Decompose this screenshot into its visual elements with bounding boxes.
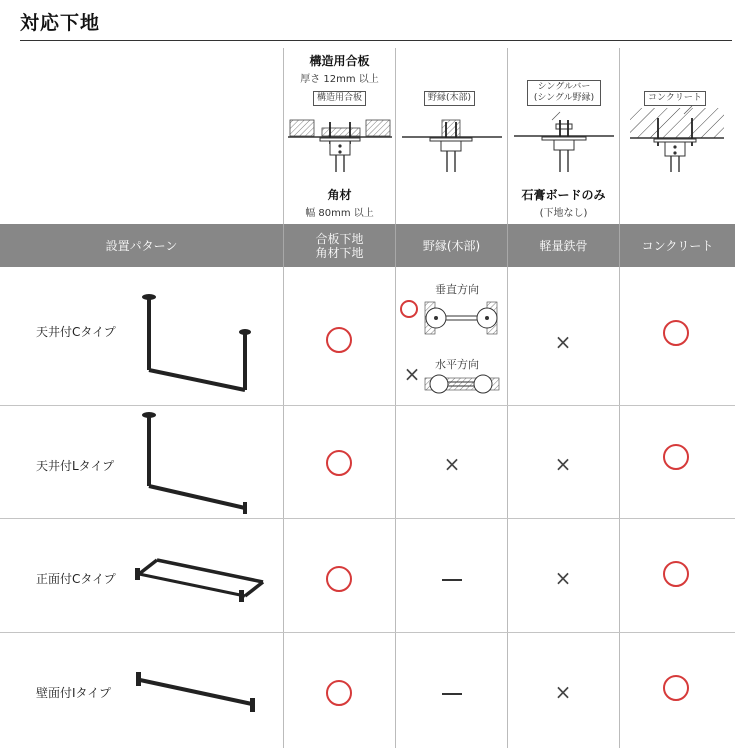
not-applicable-dash-icon — [442, 693, 462, 695]
incompatible-cross-icon: × — [443, 452, 461, 476]
header-concrete: コンクリート — [641, 238, 714, 253]
concrete-mount-illustration — [620, 104, 732, 174]
plywood-callout: 構造用合板 — [313, 91, 366, 106]
row-divider — [0, 632, 735, 633]
compat-circle-icon — [663, 444, 689, 470]
compat-circle-icon — [663, 675, 689, 701]
row-divider — [0, 405, 735, 406]
compat-circle-icon — [326, 680, 352, 706]
header-plywood: 合板下地 角材下地 — [315, 231, 364, 260]
plywood-title: 構造用合板 — [309, 54, 370, 68]
single-bar-callout-line2: (シングル野縁) — [533, 93, 595, 103]
vertical-direction-diagram — [421, 298, 503, 338]
incompatible-cross-icon: × — [554, 452, 572, 476]
horizontal-direction-label: 水平方向 — [435, 358, 479, 371]
header-divider — [619, 224, 620, 267]
incompatible-cross-icon: × — [554, 680, 572, 704]
compat-circle-icon — [326, 327, 352, 353]
square-lumber-title: 角材 — [327, 188, 352, 202]
compat-circle-icon — [663, 561, 689, 587]
incompatible-cross-icon: × — [554, 330, 572, 354]
ceiling-l-type-image — [135, 408, 265, 518]
gypsum-mount-illustration — [508, 106, 620, 176]
compat-circle-icon — [663, 320, 689, 346]
plywood-mount-illustration — [284, 106, 396, 176]
table-header — [0, 224, 735, 267]
header-wood-stud: 野縁(木部) — [422, 238, 481, 253]
vertical-direction-label: 垂直方向 — [435, 283, 479, 296]
row-label-ceiling-l: 天井付Lタイプ — [36, 459, 115, 473]
square-lumber-width-note: 幅 80mm 以上 — [305, 208, 374, 219]
incompatible-cross-icon: × — [403, 362, 421, 386]
page-title: 対応下地 — [20, 12, 101, 34]
single-bar-callout — [527, 80, 601, 106]
header-divider — [395, 224, 396, 267]
plywood-thickness-note: 厚さ 12mm 以上 — [300, 74, 379, 85]
compat-circle-icon — [400, 300, 418, 318]
gypsum-title: 石膏ボードのみ — [521, 188, 606, 202]
wood-stud-callout: 野縁(木部) — [424, 91, 475, 106]
header-divider — [283, 224, 284, 267]
single-bar-callout-line1: シングルバー — [537, 82, 591, 92]
not-applicable-dash-icon — [442, 579, 462, 581]
horizontal-direction-diagram — [421, 372, 503, 396]
incompatible-cross-icon: × — [554, 566, 572, 590]
wood-stud-mount-illustration — [396, 106, 508, 176]
ceiling-c-type-image — [135, 288, 265, 398]
header-divider — [507, 224, 508, 267]
wall-i-type-image — [134, 668, 264, 718]
header-install-pattern: 設置パターン — [105, 238, 178, 253]
gypsum-note: (下地なし) — [539, 208, 588, 219]
header-light-steel: 軽量鉄骨 — [539, 238, 588, 253]
row-label-front-c: 正面付Cタイプ — [36, 572, 116, 586]
concrete-callout: コンクリート — [644, 91, 706, 106]
row-label-wall-i: 壁面付Iタイプ — [36, 686, 111, 700]
row-label-ceiling-c: 天井付Cタイプ — [36, 325, 116, 339]
row-divider — [0, 518, 735, 519]
compat-circle-icon — [326, 450, 352, 476]
title-divider — [20, 40, 732, 41]
compat-circle-icon — [326, 566, 352, 592]
front-c-type-image — [133, 552, 268, 602]
